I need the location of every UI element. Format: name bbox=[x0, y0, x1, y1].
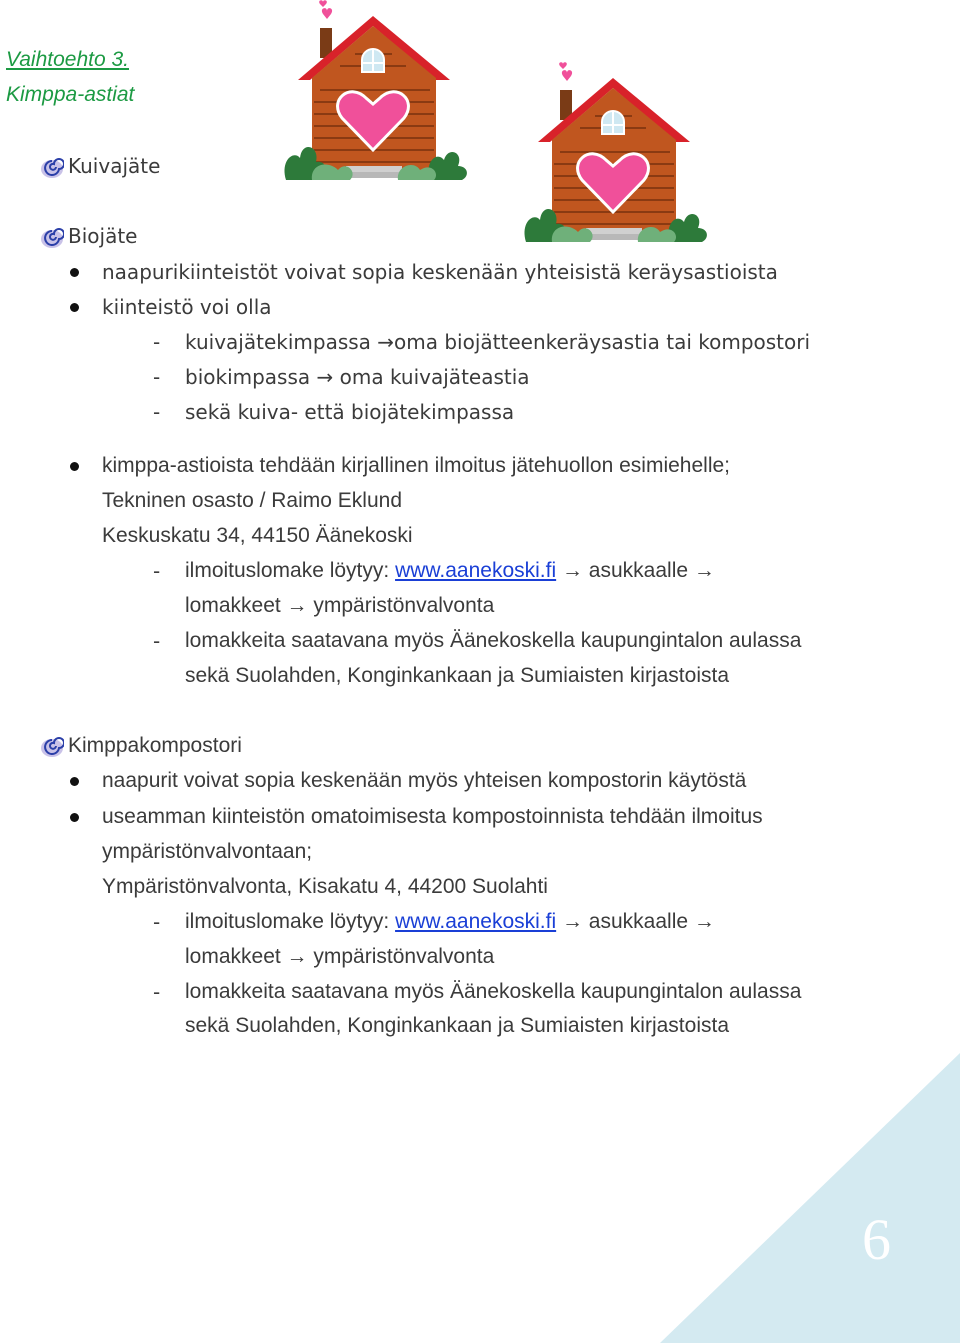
section-kuivajate-heading bbox=[40, 152, 160, 180]
form-location-text: ilmoituslomake löytyy: bbox=[185, 559, 396, 582]
address-line: Keskuskatu 34, 44150 Äänekoski bbox=[102, 524, 413, 547]
bullet-dot bbox=[70, 268, 79, 277]
list-item: kimppa-astioista tehdään kirjallinen ilmoitus jätehuollon esimiehelle; bbox=[102, 454, 731, 477]
sub-list-item: biokimpassa → oma kuivajäteastia bbox=[185, 365, 530, 389]
list-item-continued: ympäristönvalvontaan; bbox=[102, 840, 313, 863]
dash-marker: - bbox=[153, 559, 161, 583]
sub-list-item bbox=[185, 908, 715, 936]
dash-marker: - bbox=[153, 400, 161, 424]
bullet-dot bbox=[70, 813, 79, 822]
form-path-text: → asukkaalle → bbox=[556, 910, 715, 933]
section-kuivajate-title: Kuivajäte bbox=[68, 154, 161, 178]
address-line: Ympäristönvalvonta, Kisakatu 4, 44200 Suolahti bbox=[102, 875, 548, 898]
dash-marker: - bbox=[153, 910, 161, 934]
dash-marker: - bbox=[153, 330, 161, 354]
sub-list-item bbox=[185, 557, 715, 585]
form-path-text: → asukkaalle → bbox=[556, 559, 715, 582]
bullet-dot bbox=[70, 303, 79, 312]
list-item: kiinteistö voi olla bbox=[102, 295, 272, 319]
sub-list-item: sekä kuiva- että biojätekimpassa bbox=[185, 400, 515, 424]
form-path-line: lomakkeet → ympäristönvalvonta bbox=[185, 594, 495, 617]
houses-illustration bbox=[280, 0, 710, 250]
list-item: useamman kiinteistön omatoimisesta kompostoinnista tehdään ilmoitus bbox=[102, 805, 763, 828]
bullet-dot bbox=[70, 777, 79, 786]
section-kimppakompostori-title: Kimppakompostori bbox=[68, 734, 242, 757]
house-with-heart-icon bbox=[285, 0, 467, 180]
list-item: naapurikiinteistöt voivat sopia keskenään yhteisistä keräysastioista bbox=[102, 260, 778, 284]
swirl-icon bbox=[40, 736, 64, 758]
house-with-heart-icon bbox=[525, 62, 707, 242]
section-kimppakompostori-heading bbox=[40, 731, 242, 759]
form-location-text: ilmoituslomake löytyy: bbox=[185, 910, 396, 933]
sub-list-item: lomakkeita saatavana myös Äänekoskella kaupungintalon aulassa bbox=[185, 629, 802, 652]
section-biojate-title: Biojäte bbox=[68, 224, 138, 248]
address-line: Tekninen osasto / Raimo Eklund bbox=[102, 489, 402, 512]
corner-decoration bbox=[660, 1053, 960, 1343]
aanekoski-link[interactable]: www.aanekoski.fi bbox=[395, 559, 557, 582]
dash-marker: - bbox=[153, 629, 161, 653]
section-biojate-heading bbox=[40, 222, 137, 250]
sub-list-item-continued: sekä Suolahden, Konginkankaan ja Sumiaisten kirjastoista bbox=[185, 1014, 730, 1037]
list-item: naapurit voivat sopia keskenään myös yhteisen kompostorin käytöstä bbox=[102, 769, 747, 792]
swirl-icon bbox=[40, 157, 64, 179]
sub-list-item: lomakkeita saatavana myös Äänekoskella kaupungintalon aulassa bbox=[185, 980, 802, 1003]
page-number: 6 bbox=[862, 1207, 891, 1272]
swirl-icon bbox=[40, 227, 64, 249]
dash-marker: - bbox=[153, 365, 161, 389]
aanekoski-link[interactable]: www.aanekoski.fi bbox=[395, 910, 557, 933]
page-title: Kimppa-astiat bbox=[6, 83, 135, 106]
dash-marker: - bbox=[153, 980, 161, 1004]
option-label: Vaihtoehto 3. bbox=[6, 48, 129, 71]
bullet-dot bbox=[70, 462, 79, 471]
form-path-line: lomakkeet → ympäristönvalvonta bbox=[185, 945, 495, 968]
sub-list-item-continued: sekä Suolahden, Konginkankaan ja Sumiaisten kirjastoista bbox=[185, 664, 730, 687]
sub-list-item: kuivajätekimpassa →oma biojätteenkeräysastia tai kompostori bbox=[185, 330, 811, 354]
